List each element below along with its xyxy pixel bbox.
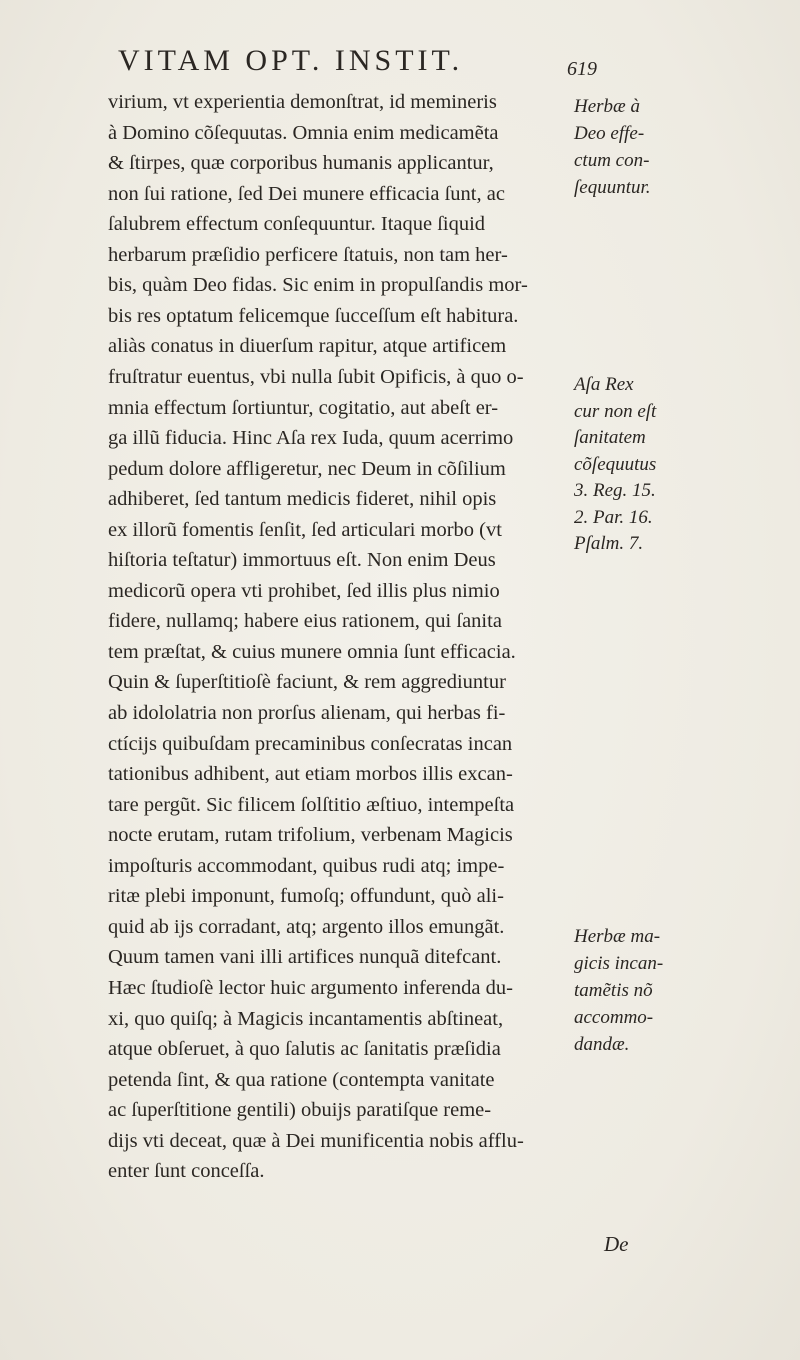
text-line: ab idololatria non prorſus alienam, qui herbas fi- xyxy=(108,702,506,724)
text-line: medicorũ opera vti prohibet, ſed illis plus nimio xyxy=(108,579,500,602)
margin-note-line: ſequuntur. xyxy=(574,177,651,198)
text-line: fidere, nullamq; habere eius rationem, qui ſanita xyxy=(108,610,502,633)
text-line: adhiberet, ſed tantum medicis fideret, nihil opis xyxy=(108,488,497,511)
text-line: quid ab ijs corradant, atq; argento illos emungãt. xyxy=(108,915,505,938)
text-line: à Domino cõſequutas. Omnia enim medicamẽta xyxy=(108,121,499,144)
text-line: Hæc ſtudioſè lector huic argumento inferenda du- xyxy=(108,976,513,999)
margin-note-line: ſanitatem xyxy=(574,427,646,448)
text-line: tare pergũt. Sic filicem ſolſtitio æſtiuo, intempeſta xyxy=(108,793,515,816)
margin-note-line: Herbæ ma- xyxy=(574,926,661,947)
text-line: aliàs conatus in diuerſum rapitur, atque artificem xyxy=(108,335,507,358)
text-line: tationibus adhibent, aut etiam morbos illis excan- xyxy=(108,763,513,786)
text-line: virium, vt experientia demonſtrat, id memineris xyxy=(108,91,497,113)
margin-note-line: Deo effe- xyxy=(574,123,645,144)
margin-note-line: tamẽtis nõ xyxy=(574,980,653,1001)
text-line: herbarum præſidio perficere ſtatuis, non tam her- xyxy=(108,243,508,266)
text-line: fruſtratur euentus, vbi nulla ſubit Opificis, à quo o- xyxy=(108,365,524,388)
margin-note-line: gicis incan- xyxy=(574,953,664,974)
running-head: VITAM OPT. INSTIT. xyxy=(118,44,464,77)
text-line: impoſturis accommodant, quibus rudi atq; impe- xyxy=(108,854,505,877)
margin-note-line: Herbæ à xyxy=(574,96,640,117)
margin-note-line: 2. Par. 16. xyxy=(574,506,653,528)
text-line: atque obſeruet, à quo ſalutis ac ſanitatis præſidia xyxy=(108,1038,501,1061)
text-line: ac ſuperſtitione gentili) obuijs paratiſque reme- xyxy=(108,1099,492,1122)
margin-note-line: accommo- xyxy=(574,1007,654,1028)
text-line: nocte erutam, rutam trifolium, verbenam Magicis xyxy=(108,824,513,847)
margin-note-line: Pſalm. 7. xyxy=(574,533,644,554)
margin-note-line: Aſa Rex xyxy=(574,374,634,395)
text-line: & ſtirpes, quæ corporibus humanis applicantur, xyxy=(108,152,494,175)
margin-note-line: ctum con- xyxy=(574,150,650,171)
text-line: ritæ plebi imponunt, fumoſq; offundunt, quò ali- xyxy=(108,885,504,908)
text-line: mnia effectum ſortiuntur, cogitatio, aut abeſt er- xyxy=(108,396,499,419)
text-line: bis res optatum felicemque ſucceſſum eſt habitura. xyxy=(108,304,519,327)
text-line: pedum dolore affligeretur, nec Deum in cõſilium xyxy=(108,457,506,480)
margin-note-line: cur non eſt xyxy=(574,400,657,422)
text-line: Quum tamen vani illi artifices nunquã ditefcant. xyxy=(108,946,502,969)
text-line: hiſtoria teſtatur) immortuus eſt. Non enim Deus xyxy=(108,549,496,572)
catchword: De xyxy=(604,1232,629,1256)
text-line: tem præſtat, & cuius munere omnia ſunt efficacia. xyxy=(108,640,516,663)
text-line: non ſui ratione, ſed Dei munere efficacia ſunt, ac xyxy=(108,182,505,205)
margin-note-line: 3. Reg. 15. xyxy=(574,480,656,501)
text-line: dijs vti deceat, quæ à Dei munificentia nobis afflu- xyxy=(108,1129,524,1152)
page-number: 619 xyxy=(567,58,597,80)
text-line: ctícijs quibuſdam precaminibus conſecratas incan xyxy=(108,732,513,755)
margin-note-line: cõſequutus xyxy=(574,453,657,475)
text-line: ex illorũ fomentis ſenſit, ſed articulari morbo (vt xyxy=(108,518,502,541)
text-line: enter ſunt conceſſa. xyxy=(108,1160,265,1183)
text-line: petenda ſint, & qua ratione (contempta vanitate xyxy=(108,1068,495,1091)
text-line: ga illũ fiducia. Hinc Aſa rex Iuda, quum acerrimo xyxy=(108,427,514,450)
margin-note-line: dandæ. xyxy=(574,1034,630,1055)
text-line: xi, quo quiſq; à Magicis incantamentis abſtineat, xyxy=(108,1007,504,1030)
text-line: Quin & ſuperſtitioſè faciunt, & rem aggrediuntur xyxy=(108,671,506,694)
text-line: bis, quàm Deo fidas. Sic enim in propulſandis mor- xyxy=(108,274,528,297)
text-line: ſalubrem effectum conſequuntur. Itaque ſiquid xyxy=(108,213,486,236)
